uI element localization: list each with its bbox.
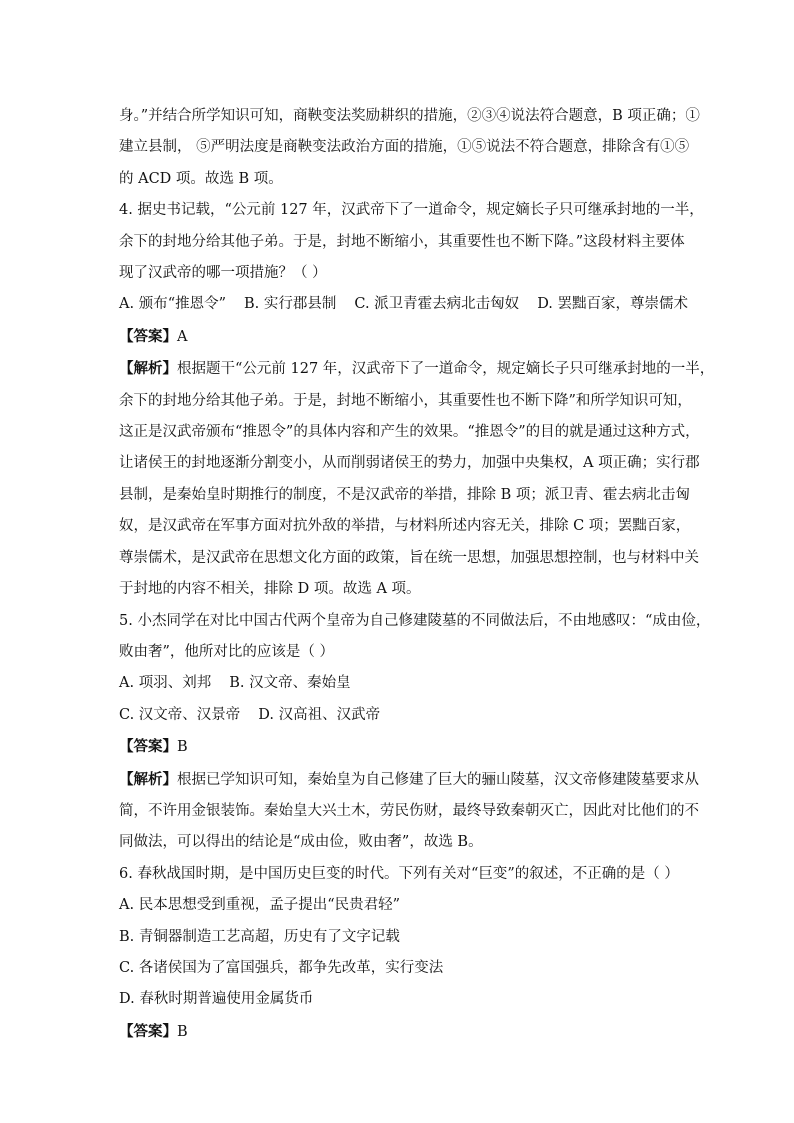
answer-value: B <box>177 1023 188 1040</box>
option-c: C. 各诸侯国为了富国强兵，都争先改革，实行变法 <box>119 959 444 976</box>
options-line <box>119 668 679 699</box>
answer-label: 【答案】 <box>119 327 177 345</box>
answer-line <box>119 731 679 763</box>
question-4 <box>119 195 715 605</box>
option-a: A. 项羽、刘邦 <box>119 675 212 692</box>
option-a: A. 颁布“推恩令” <box>119 296 227 313</box>
analysis-line: 于封地的内容不相关，排除 D 项。故选 A 项。 <box>119 581 421 598</box>
option-b: B. 实行郡县制 <box>244 296 337 313</box>
text-line: 的 ACD 项。故选 B 项。 <box>119 170 283 187</box>
option-c: C. 派卫青霍去病北击匈奴 <box>354 296 520 313</box>
analysis-line: 奴，是汉武帝在军事方面对抗外敌的举措，与材料所述内容无关，排除 C 项；罢黜百家， <box>119 518 691 535</box>
option-a: A. 民本思想受到重视，孟子提出“民贵君轻” <box>119 897 401 914</box>
analysis-line: 余下的封地分给其他子弟。于是，封地不断缩小，其重要性也不断下降”和所学知识可知， <box>119 392 692 409</box>
analysis-line <box>119 353 715 385</box>
option-b: B. 青铜器制造工艺高超，历史有了文字记载 <box>119 928 400 945</box>
answer-line <box>119 1016 679 1048</box>
options-line <box>119 700 679 731</box>
question-stem-line: 6. 春秋战国时期，是中国历史巨变的时代。下列有关对“巨变”的叙述，不正确的是（ ） <box>119 865 679 882</box>
analysis-line: 同做法，可以得出的结论是“成由俭，败由奢”，故选 B。 <box>119 834 483 851</box>
question-stem-line: 余下的封地分给其他子弟。于是，封地不断缩小，其重要性也不断下降。”这段材料主要体 <box>119 233 685 250</box>
options-line <box>119 289 689 320</box>
analysis-line: 县制，是秦始皇时期推行的制度，不是汉武帝的举措，排除 B 项；派卫青、霍去病北击匈 <box>119 486 690 503</box>
analysis-line: 这正是汉武帝颁布“推恩令”的具体内容和产生的效果。“推恩令”的目的就是通过这种方式， <box>119 424 700 441</box>
question-stem-line: 现了汉武帝的哪一项措施？（ ） <box>119 265 327 282</box>
answer-label: 【答案】 <box>119 1022 177 1040</box>
option-c: C. 汉文帝、汉景帝 <box>119 706 241 723</box>
question-stem-line: 4. 据史书记载，“公元前 127 年，汉武帝下了一道命令，规定嫡长子只可继承封地的一半， <box>119 202 704 219</box>
option-d: D. 罢黜百家，尊崇儒术 <box>537 296 689 313</box>
analysis-line: 让诸侯王的封地逐渐分割变小，从而削弱诸侯王的势力，加强中央集权，A 项正确；实行郡 <box>119 455 700 472</box>
text-line: 身。”并结合所学知识可知，商鞅变法奖励耕织的措施，②③④说法符合题意，B 项正确；① <box>119 108 700 124</box>
option-d: D. 春秋时期普遍使用金属货币 <box>119 991 314 1008</box>
answer-line <box>119 321 679 353</box>
question-6 <box>119 859 679 1048</box>
option-b: B. 汉文帝、秦始皇 <box>229 675 351 692</box>
analysis-label: 【解析】 <box>119 360 177 378</box>
page-content <box>119 101 715 1048</box>
analysis-text: 根据题干“公元前 127 年，汉武帝下了一道命令，规定嫡长子只可继承封地的一半， <box>177 361 715 378</box>
answer-value: B <box>177 739 188 756</box>
text-line: 建立县制， ⑤严明法度是商鞅变法政治方面的措施，①⑤说法不符合题意，排除含有①⑤ <box>119 139 690 156</box>
question-stem-line: 5. 小杰同学在对比中国古代两个皇帝为自己修建陵墓的不同做法后，不由地感叹：“成由俭， <box>119 612 711 629</box>
analysis-label: 【解析】 <box>119 770 177 788</box>
analysis-line <box>119 764 699 796</box>
question-5 <box>119 606 711 859</box>
intro-paragraph <box>119 101 700 195</box>
answer-value: A <box>177 328 188 345</box>
question-stem-line: 败由奢”，他所对比的应该是（ ） <box>119 643 335 660</box>
analysis-text: 根据已学知识可知，秦始皇为自己修建了巨大的骊山陵墓，汉文帝修建陵墓要求从 <box>177 771 699 788</box>
analysis-line: 尊崇儒术，是汉武帝在思想文化方面的政策，旨在统一思想，加强思想控制，也与材料中关 <box>119 549 699 566</box>
answer-label: 【答案】 <box>119 738 177 756</box>
analysis-line: 简，不许用金银装饰。秦始皇大兴土木，劳民伤财，最终导致秦朝灭亡，因此对比他们的不 <box>119 802 699 819</box>
option-d: D. 汉高祖、汉武帝 <box>258 706 381 723</box>
